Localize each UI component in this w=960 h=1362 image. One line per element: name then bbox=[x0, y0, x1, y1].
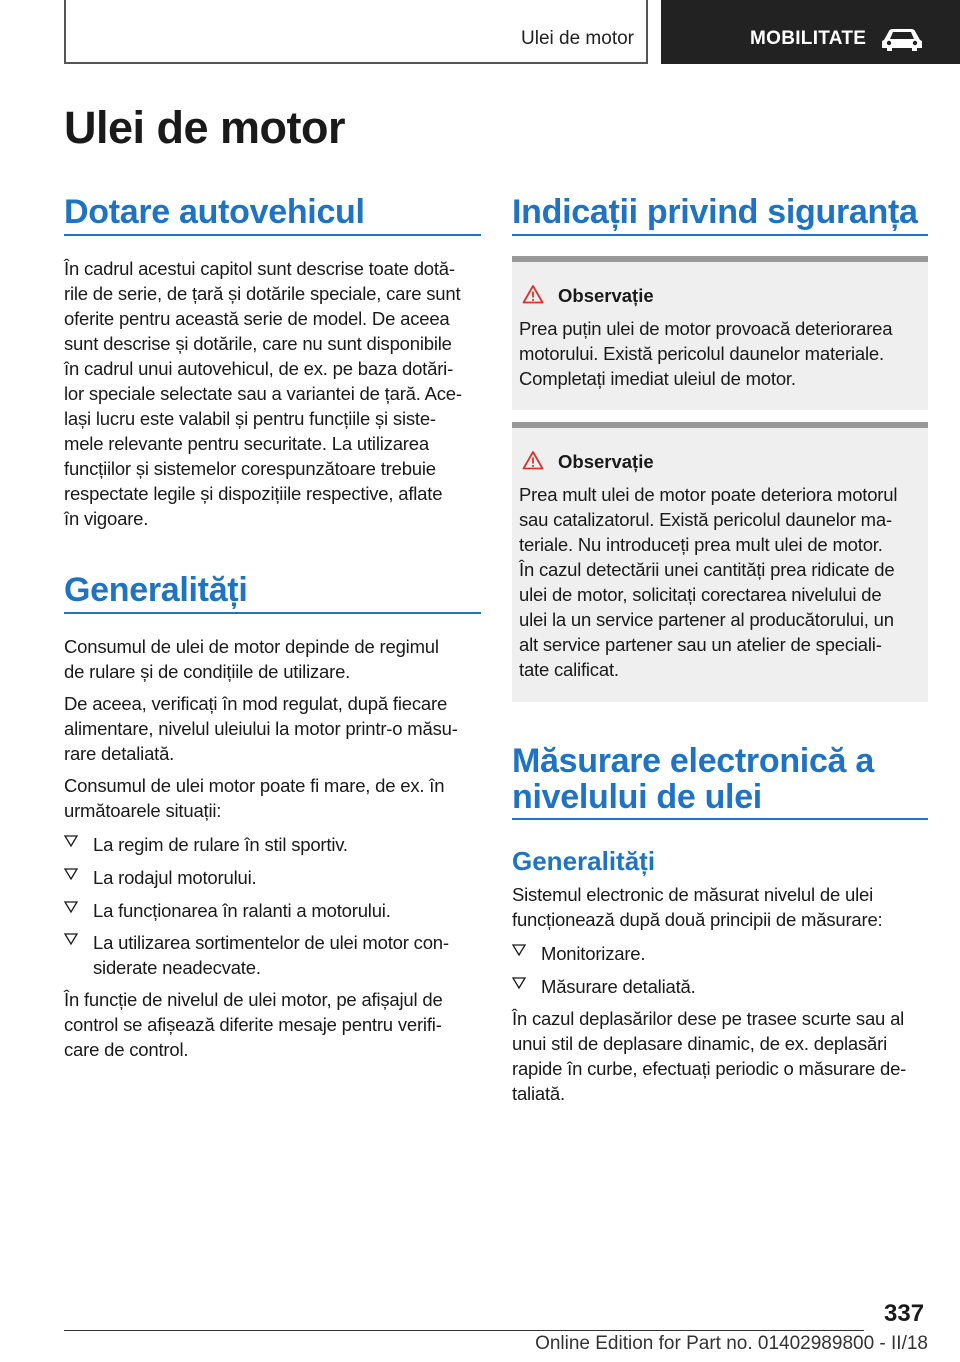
triangle-bullet-icon bbox=[64, 900, 78, 914]
note-top-bar bbox=[512, 256, 928, 262]
note-title: Observație bbox=[558, 451, 654, 472]
page-title: Ulei de motor bbox=[64, 102, 346, 153]
triangle-bullet-icon bbox=[64, 932, 78, 946]
triangle-bullet-icon bbox=[64, 834, 78, 848]
heading-rule bbox=[64, 612, 481, 614]
paragraph-principii: Sistemul electronic de măsurat nivelul de ulei funcționează după două principii de măsurare: bbox=[512, 884, 883, 930]
paragraph-deplasari: În cazul deplasărilor dese pe trasee scurte sau al unui stil de deplasare dinamic, de ex. deplasări rapide în curbe, efectuați periodic o măsurare de- taliată. bbox=[512, 1008, 907, 1104]
heading-generalitati: Generalități bbox=[64, 571, 248, 609]
triangle-bullet-icon bbox=[512, 943, 526, 957]
car-icon bbox=[880, 26, 924, 52]
paragraph-dotare: În cadrul acestui capitol sunt descrise toate dotă- rile de serie, de țară și dotările speciale, care sunt oferite pentru această serie de model. De aceea sunt descrise și dotările, care nu sunt disponibile în cadrul unui autovehicul, de ex. pe baza dotări- lor speciale selectate sau a variantei de țară. Ace- lași lucru este valabil și pentru funcțiile și siste- mele relevante pentru securitate. La utilizarea funcțiilor și sistemelor corespunzătoare trebuie respectate legile și dispozițiile respective, aflate în vigoare. bbox=[64, 258, 462, 529]
note-top-bar bbox=[512, 422, 928, 428]
heading-dotare: Dotare autovehicul bbox=[64, 193, 365, 231]
paragraph-consum: Consumul de ulei de motor depinde de regimul de rulare și de condițiile de utilizare. bbox=[64, 636, 439, 682]
heading-rule bbox=[512, 234, 928, 236]
heading-masurare: Măsurare electronică a nivelului de ulei bbox=[512, 742, 874, 816]
heading-rule bbox=[64, 234, 481, 236]
triangle-bullet-icon bbox=[64, 867, 78, 881]
paragraph-verificati: De aceea, verificați în mod regulat, după fiecare alimentare, nivelul uleiului la motor printr-o măsu- rare detaliată. bbox=[64, 693, 458, 764]
header-section-title: Ulei de motor bbox=[521, 28, 634, 49]
warning-triangle-icon bbox=[522, 450, 544, 470]
footer-edition: Online Edition for Part no. 01402989800 - II/18 bbox=[535, 1333, 928, 1354]
note-text: Prea puțin ulei de motor provoacă deteriorarea motorului. Există pericolul daunelor materiale. Completați imediat uleiul de motor. bbox=[519, 318, 893, 389]
note-title: Observație bbox=[558, 285, 654, 306]
note-text: Prea mult ulei de motor poate deteriora motorul sau catalizatorul. Există pericolul daunelor ma- teriale. Nu introduceți prea mult ulei de motor. În cazul detectării unei cantități prea ridicate de ulei de motor, solicitați corectarea nivelului de ulei la un service partener al producătorului, un alt service partener sau un atelier de speciali- tate calificat. bbox=[519, 484, 898, 680]
footer-rule bbox=[64, 1330, 864, 1331]
page-number: 337 bbox=[884, 1300, 925, 1327]
subheading-generalitati: Generalități bbox=[512, 846, 656, 876]
header-chapter-title: MOBILITATE bbox=[750, 28, 867, 49]
warning-triangle-icon bbox=[522, 284, 544, 304]
triangle-bullet-icon bbox=[512, 976, 526, 990]
paragraph-situatii: Consumul de ulei motor poate fi mare, de ex. în următoarele situații: bbox=[64, 775, 445, 821]
heading-siguranta: Indicații privind siguranța bbox=[512, 193, 918, 231]
paragraph-mesaje: În funcție de nivelul de ulei motor, pe afișajul de control se afișează diferite mesaje pentru verifi- care de control. bbox=[64, 989, 443, 1060]
heading-rule bbox=[512, 818, 928, 820]
